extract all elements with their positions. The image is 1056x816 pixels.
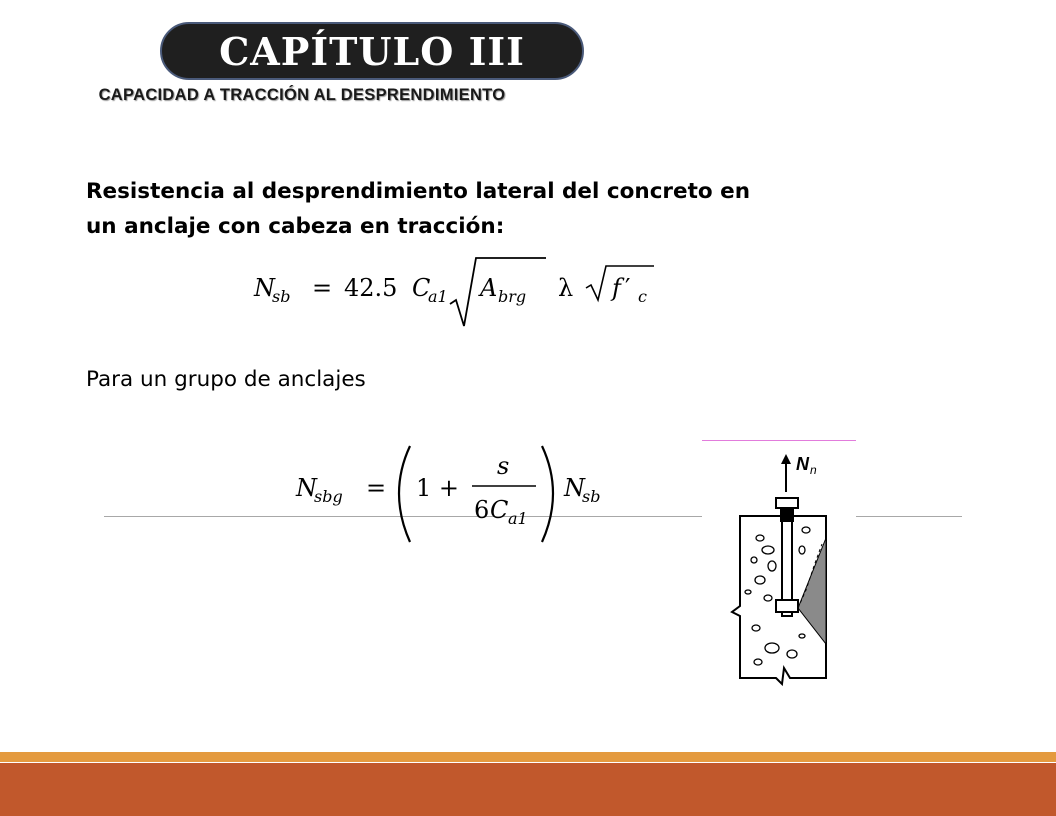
f2-equals: =: [366, 474, 387, 502]
f1-lhs-symbol: N: [254, 274, 275, 302]
f2-left-paren: [399, 446, 410, 542]
section-heading-line-2: un anclaje con cabeza en tracción:: [86, 214, 505, 239]
anchor-washer: [780, 508, 794, 522]
chapter-title-banner: [160, 22, 584, 80]
f2-numerator: s: [497, 452, 510, 480]
footer-bar: [0, 763, 1056, 816]
anchor-blowout-drawing: [702, 440, 856, 700]
f1-a-sub: brg: [498, 287, 527, 306]
f2-right-paren: [542, 446, 553, 542]
f1-coefficient: 42.5: [344, 274, 398, 302]
group-anchors-text: Para un grupo de anclajes: [86, 367, 366, 392]
f1-lambda: λ: [558, 274, 574, 302]
f2-rhs-sub: sb: [582, 487, 601, 506]
f2-den-sub: a1: [508, 509, 528, 528]
anchor-head: [776, 600, 798, 612]
section-heading: [86, 174, 826, 244]
f1-f-sub: c: [638, 287, 647, 306]
f2-one-plus: 1 +: [416, 474, 460, 502]
force-arrow-head: [781, 454, 791, 464]
anchor-blowout-figure: [702, 440, 856, 700]
f1-prime: ′: [625, 274, 631, 302]
f2-lhs-symbol: N: [296, 474, 317, 502]
f1-c-symbol: C: [412, 274, 431, 302]
force-label-sub: n: [810, 463, 817, 477]
figure-top-rule: [702, 440, 856, 441]
divider-line-right: [856, 516, 962, 517]
f2-lhs-sub: sbg: [314, 487, 343, 506]
f2-den-coef: 6: [474, 496, 490, 524]
f1-lhs-sub: sb: [272, 287, 291, 306]
chapter-subtitle: CAPACIDAD A TRACCIÓN AL DESPRENDIMIENTO: [98, 86, 506, 104]
f1-equals: =: [312, 274, 333, 302]
force-label: N: [796, 454, 809, 474]
f1-f-symbol: f: [612, 274, 621, 302]
f1-a-symbol: A: [480, 274, 498, 302]
anchor-nut: [776, 498, 798, 508]
chapter-title: CAPÍTULO III: [219, 28, 525, 74]
formula-single-anchor: [250, 252, 670, 332]
section-heading-line-1: Resistencia al desprendimiento lateral del concreto en: [86, 179, 751, 204]
f2-rhs-symbol: N: [564, 474, 585, 502]
formula-anchor-group: [292, 440, 632, 550]
f1-c-sub: a1: [428, 287, 448, 306]
footer-accent-bar: [0, 752, 1056, 762]
f2-den-symbol: C: [490, 496, 509, 524]
